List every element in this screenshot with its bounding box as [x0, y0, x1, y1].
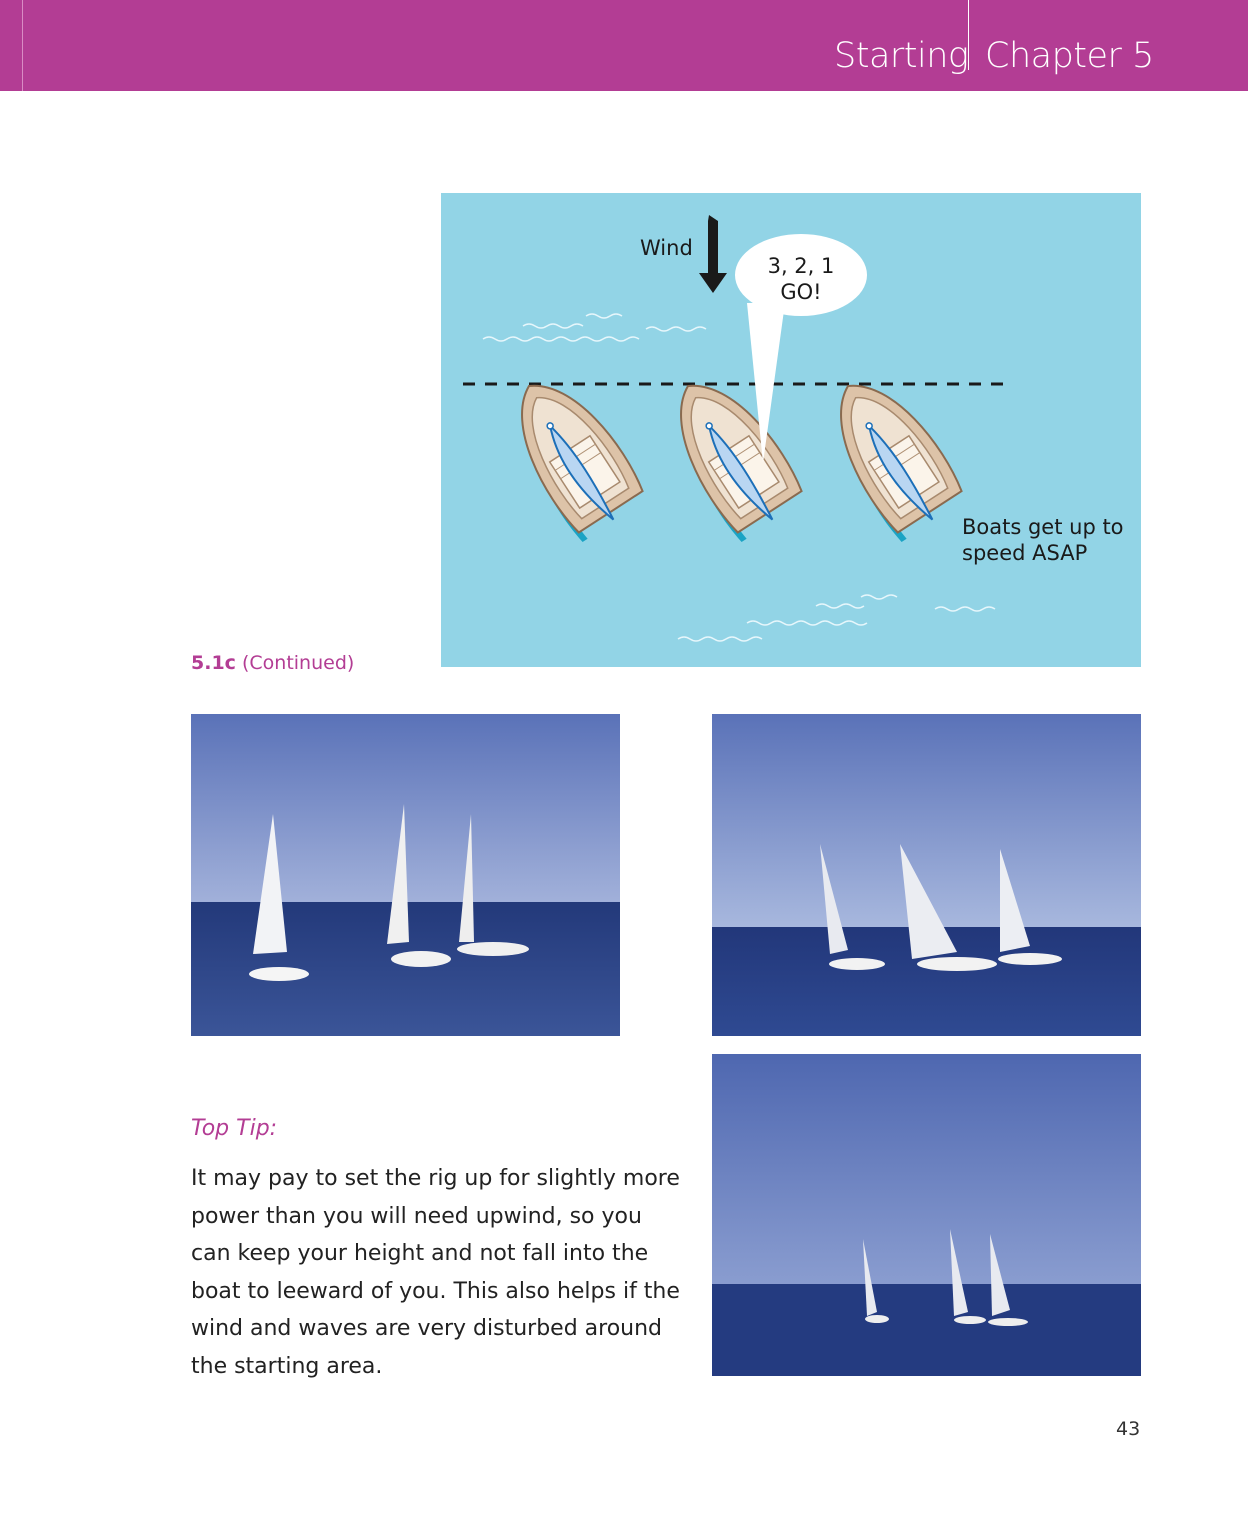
tip-line: the starting area.	[191, 1353, 383, 1379]
boats-annotation	[962, 514, 1124, 566]
top-tip-heading: Top Tip:	[191, 1116, 278, 1141]
tip-line: It may pay to set the rig up for slightly more	[191, 1166, 680, 1191]
chapter-header	[0, 0, 1248, 91]
speech-text	[735, 253, 867, 305]
boat-1	[493, 363, 651, 543]
header-divider	[968, 0, 969, 70]
chapter-title: Chapter 5	[985, 36, 1154, 76]
figure-caption	[191, 652, 354, 674]
figure-caption-text: (Continued)	[241, 652, 355, 674]
top-tip-body	[191, 1160, 680, 1386]
photo-start-1	[191, 714, 620, 1036]
tip-line: wind and waves are very disturbed around	[191, 1316, 663, 1342]
photo-start-2	[712, 714, 1141, 1036]
header-edge-line	[22, 0, 23, 91]
tip-line: boat to leeward of you. This also helps if the	[191, 1278, 680, 1304]
tip-line: can keep your height and not fall into the	[191, 1241, 649, 1267]
photo-start-3	[712, 1054, 1141, 1376]
figure-number: 5.1c	[191, 652, 236, 674]
section-title: Starting	[834, 36, 969, 76]
annotation-line-2: speed ASAP	[962, 541, 1088, 565]
page-number: 43	[1116, 1418, 1141, 1440]
boat-3	[812, 363, 970, 543]
starting-diagram	[441, 193, 1141, 667]
annotation-line-1: Boats get up to	[962, 515, 1124, 539]
wind-arrow	[699, 215, 727, 293]
boat-2	[652, 363, 810, 543]
speech-line-1: 3, 2, 1	[767, 254, 835, 278]
wind-label: Wind	[640, 236, 693, 260]
speech-line-2: GO!	[780, 280, 822, 304]
tip-line: power than you will need upwind, so you	[191, 1203, 642, 1229]
